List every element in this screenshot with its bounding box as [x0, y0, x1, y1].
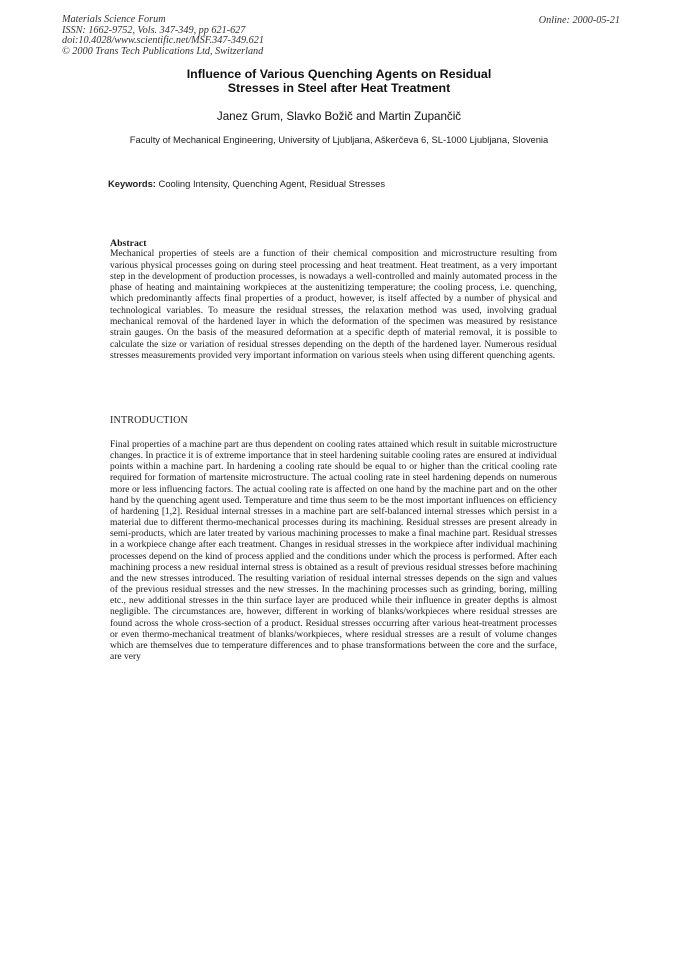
paper-title: [100, 67, 578, 95]
abstract-section: [110, 238, 557, 362]
online-date: Online: 2000-05-21: [538, 15, 620, 26]
journal-name: Materials Science Forum: [62, 14, 166, 25]
abstract-text: Mechanical properties of steels are a function of their chemical composition and microstructure resulting from various physical processes going on during steel processing and heat treatment. Heat treatment, as a very important step in the development of production processes, is nowadays a well-controlled and mainly automated process in the phase of heating and maintaining workpieces at the austenitizing temperature; the cooling process, i.e. quenching, which predominantly affects final properties of a product, however, is itself affected by a number of physical and technological variables. To measure the residual stresses, the relaxation method was used, involving gradual mechanical removal of the hardened layer in which the deformation of the specimen was measured by resistance strain gauges. On the basis of the measured deformation at a specific depth of material removal, it is possible to calculate the size or variation of residual stresses depending on the depth of the hardened layer. Numerous residual stresses measurements provided very important information on various steels when using different quenching agents.: [110, 249, 557, 361]
copyright-line: © 2000 Trans Tech Publications Ltd, Switzerland: [62, 45, 264, 57]
introduction-heading: INTRODUCTION: [110, 415, 188, 426]
keywords-text: Cooling Intensity, Quenching Agent, Residual Stresses: [158, 178, 386, 189]
authors: Janez Grum, Slavko Božič and Martin Zupančič: [216, 110, 462, 123]
affiliation: Faculty of Mechanical Engineering, University of Ljubljana, Aškerčeva 6, SL-1000 Ljubljana, Slovenia: [129, 134, 549, 145]
introduction-section: [110, 440, 557, 663]
doi-line[interactable]: doi:10.4028/www.scientific.net/MSF.347-349.621: [62, 35, 264, 46]
issn-line: ISSN: 1662-9752, Vols. 347-349, pp 621-627: [62, 24, 246, 36]
title-line: Influence of Various Quenching Agents on Residual: [186, 67, 492, 81]
abstract-heading: Abstract: [110, 238, 147, 249]
keywords-label: Keywords:: [108, 178, 156, 189]
introduction-text: Final properties of a machine part are thus dependent on cooling rates attained which result in suitable microstructure changes. In practice it is of extreme importance that in steel hardening suitable cooling rates are ensured at individual points within a machine part. In hardening a cooling rate should be equal to or higher than the critical cooling rate required for formation of martensite microstructure. The actual cooling rate in steel hardening depends on numerous more or less influencing factors. The actual cooling rate is affected on one hand by the machine part and on the other hand by the quenching agent used. Temperature and time thus seem to be the most important influences on efficiency of hardening [1,2]. Residual internal stresses in a machine part are self-balanced internal stresses which persist in a material due to different thermo-mechanical processes during its machining. Residual stresses are present already in semi-products, which are later treated by various machining processes to make a final machine part. Residual stresses in a workpiece change after each treatment. Changes in residual stresses in the workpiece after individual machining processes depend on the kind of process applied and the conditions under which the process is performed. After each machining process a new residual internal stress is obtained as a result of previous residual stresses before machining and the new stresses introduced. The resulting variation of residual internal stresses depends on the sign and values of the previous residual stresses and the new stresses. In the machining processes such as grinding, boring, milling etc., new additional stresses in the thin surface layer are produced while their influence in greater depths is almost negligible. The circumstances are, however, different in working of blanks/workpieces where residual stresses are found across the whole cross-section of a product. Residual stresses occurring after various heat-treatment processes or even thermo-mechanical treatment of blanks/workpieces, where residual stresses are a result of volume changes which are themselves due to temperature differences and to phase transformations between the core and the surface, are very: [110, 440, 557, 662]
keywords: [108, 178, 385, 189]
publication-header: [62, 15, 264, 57]
title-line: Stresses in Steel after Heat Treatment: [227, 81, 451, 95]
